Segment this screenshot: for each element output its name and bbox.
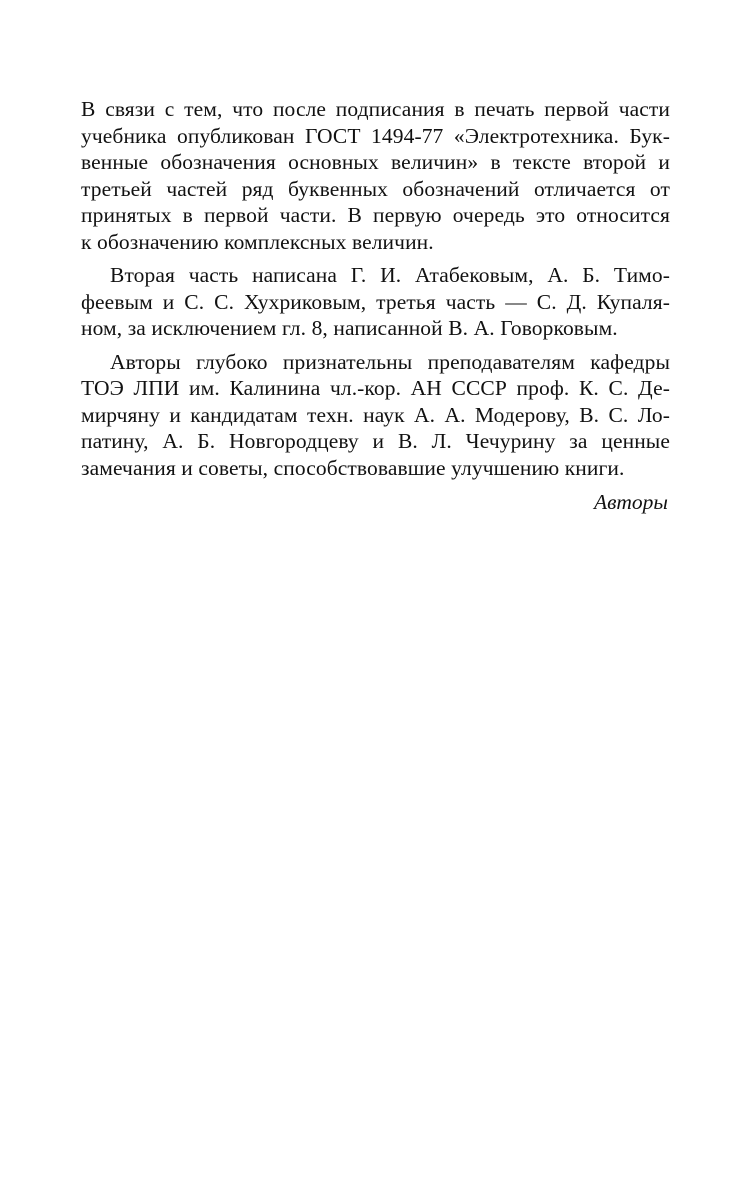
text-line: принятых в первой части. В первую очередь это относится [81, 203, 670, 227]
text-line: феевым и С. С. Хухриковым, третья часть — С. Д. Купаля- [81, 289, 670, 314]
text-line: ном, за исключением гл. 8, написанной В. А. Говорковым. [81, 316, 618, 340]
text-line: венные обозначения основных величин» в тексте второй и [81, 150, 670, 174]
text-line: Авторы глубоко признательны преподавателям кафедры [110, 349, 670, 374]
body-text [81, 96, 670, 481]
text-line: третьей частей ряд буквенных обозначений отличается от [81, 176, 670, 201]
text-line: мирчяну и кандидатам техн. наук А. А. Модерову, В. С. Ло- [81, 402, 670, 427]
paragraph-1 [81, 96, 670, 255]
text-line: Вторая часть написана Г. И. Атабековым, А. Б. Тимо- [110, 263, 670, 287]
text-line: замечания и советы, способствовавшие улучшению книги. [81, 455, 625, 480]
text-line: ТОЭ ЛПИ им. Калинина чл.-кор. АН СССР проф. К. С. Де- [81, 376, 670, 400]
text-line: В связи с тем, что после подписания в печать первой части [81, 97, 670, 121]
text-line: патину, А. Б. Новгородцеву и В. Л. Чечурину за ценные [81, 429, 670, 453]
paragraph-3 [81, 349, 670, 482]
text-line: учебника опубликован ГОСТ 1494-77 «Электротехника. Бук- [81, 123, 670, 148]
text-line: к обозначению комплексных величин. [81, 229, 434, 254]
signature: Авторы [593, 490, 668, 514]
paragraph-2 [81, 262, 670, 342]
